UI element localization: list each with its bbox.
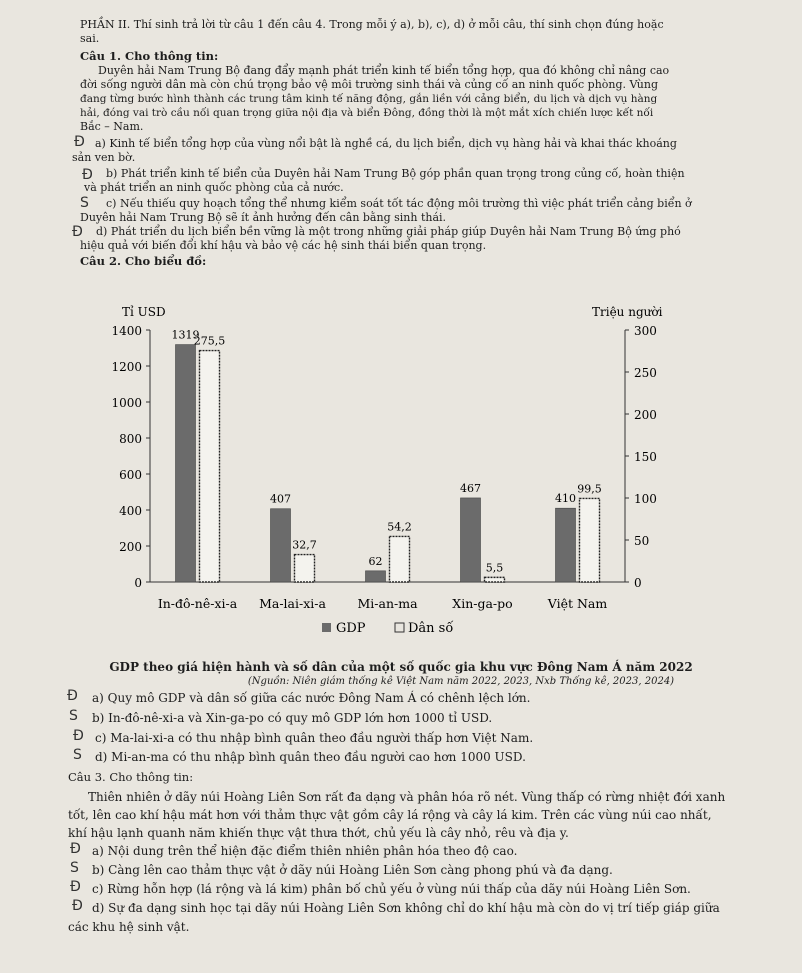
category-label: In-đô-nê-xi-a bbox=[157, 596, 238, 611]
q3-info-line: khí hậu lạnh quanh năm khiến thực vật thưa thớt, chủ yếu là cây nhỏ, rêu và địa y. bbox=[68, 826, 569, 840]
q1-option-d: d) Phát triển du lịch biển bền vững là một trong những giải pháp giúp Duyên hải Nam Trung Bộ ứng phó bbox=[96, 225, 681, 238]
population-bar bbox=[485, 577, 505, 582]
population-value-label: 5,5 bbox=[485, 561, 504, 575]
combo-bar-chart bbox=[0, 268, 802, 668]
q1-option-b-cont: và phát triển an ninh quốc phòng của cả nước. bbox=[84, 181, 344, 194]
answer-mark: Đ bbox=[67, 688, 78, 704]
left-tick-label: 0 bbox=[134, 576, 142, 590]
population-bar bbox=[580, 498, 600, 582]
q1-option-b: b) Phát triển kinh tế biển của Duyên hải Nam Trung Bộ góp phần quan trọng trong củng cố, hoàn thiện bbox=[106, 167, 685, 180]
q2-title: Câu 2. Cho biểu đồ: bbox=[80, 254, 207, 268]
q1-option-a-cont: sản ven bờ. bbox=[72, 151, 136, 164]
answer-mark: Đ bbox=[73, 728, 84, 744]
population-value-label: 99,5 bbox=[577, 482, 602, 496]
right-tick-label: 100 bbox=[634, 492, 657, 506]
right-tick-label: 0 bbox=[634, 576, 642, 590]
q2-option-d: d) Mi-an-ma có thu nhập bình quân theo đầu người cao hơn 1000 USD. bbox=[95, 750, 526, 764]
section-header: PHẦN II. Thí sinh trả lời từ câu 1 đến câu 4. Trong mỗi ý a), b), c), d) ở mỗi câu, thí sinh chọn đúng hoặc bbox=[80, 18, 664, 31]
q1-info-line: hải, đóng vai trò cầu nối quan trọng giữa nội địa và biển Đông, đồng thời là một mắt xích chiến lược kết nối bbox=[80, 107, 654, 119]
gdp-bar bbox=[461, 498, 481, 582]
q1-title: Câu 1. Cho thông tin: bbox=[80, 49, 219, 63]
category-label: Việt Nam bbox=[547, 596, 608, 611]
population-bar bbox=[295, 555, 315, 582]
answer-mark: Đ bbox=[82, 167, 93, 183]
gdp-value-label: 1319 bbox=[171, 328, 200, 342]
q3-option-a: a) Nội dung trên thể hiện đặc điểm thiên nhiên phân hóa theo độ cao. bbox=[92, 844, 518, 858]
left-tick-label: 400 bbox=[119, 504, 142, 518]
q1-info-line: Bắc – Nam. bbox=[80, 120, 144, 133]
q3-option-d-cont: các khu hệ sinh vật. bbox=[68, 920, 190, 934]
legend-gdp-swatch bbox=[322, 623, 331, 632]
left-tick-label: 1200 bbox=[111, 360, 142, 374]
gdp-value-label: 410 bbox=[555, 492, 576, 506]
left-tick-label: 600 bbox=[119, 468, 142, 482]
q1-option-c-cont: Duyên hải Nam Trung Bộ sẽ ít ảnh hưởng đến cân bằng sinh thái. bbox=[80, 211, 447, 224]
left-tick-label: 1000 bbox=[111, 396, 142, 410]
q1-option-d-cont: hiệu quả với biến đổi khí hậu và bảo vệ các hệ sinh thái biển quan trọng. bbox=[80, 239, 487, 252]
q1-option-c: c) Nếu thiếu quy hoạch tổng thể nhưng kiểm soát tốt tác động môi trường thì việc phát triển cảng biển ở bbox=[106, 197, 692, 210]
answer-mark: S bbox=[80, 195, 89, 211]
right-tick-label: 50 bbox=[634, 534, 650, 548]
left-tick-label: 200 bbox=[119, 540, 142, 554]
right-tick-label: 200 bbox=[634, 408, 657, 422]
section-header-cont: sai. bbox=[80, 32, 100, 45]
population-bar bbox=[390, 536, 410, 582]
q3-option-b: b) Càng lên cao thảm thực vật ở dãy núi Hoàng Liên Sơn càng phong phú và đa dạng. bbox=[92, 863, 613, 877]
legend-pop-label: Dân số bbox=[408, 621, 454, 636]
left-tick-label: 800 bbox=[119, 432, 142, 446]
answer-mark: Đ bbox=[70, 879, 81, 895]
q2-option-a: a) Quy mô GDP và dân số giữa các nước Đông Nam Á có chênh lệch lớn. bbox=[92, 691, 531, 705]
gdp-value-label: 467 bbox=[460, 481, 481, 495]
gdp-bar bbox=[556, 508, 576, 582]
category-label: Mi-an-ma bbox=[357, 596, 418, 611]
gdp-bar bbox=[366, 571, 386, 582]
q1-info-line: đang từng bước hình thành các trung tâm kinh tế năng động, gắn liền với cảng biển, du lịch và dịch vụ hàng bbox=[80, 93, 658, 105]
q2-option-b: b) In-đô-nê-xi-a và Xin-ga-po có quy mô GDP lớn hơn 1000 tỉ USD. bbox=[92, 711, 493, 725]
gdp-bar bbox=[176, 345, 196, 582]
gdp-value-label: 62 bbox=[368, 554, 383, 568]
right-axis-title: Triệu người bbox=[592, 305, 663, 319]
q3-option-c: c) Rừng hỗn hợp (lá rộng và lá kim) phân bố chủ yếu ở vùng núi thấp của dãy núi Hoàng Liên Sơn. bbox=[92, 882, 691, 896]
left-tick-label: 1400 bbox=[111, 324, 142, 338]
q3-info-line: Thiên nhiên ở dãy núi Hoàng Liên Sơn rất đa dạng và phân hóa rõ nét. Vùng thấp có rừng nhiệt đới xanh bbox=[88, 790, 726, 804]
q2-option-c: c) Ma-lai-xi-a có thu nhập bình quân theo đầu người thấp hơn Việt Nam. bbox=[95, 731, 534, 745]
population-value-label: 32,7 bbox=[292, 538, 317, 552]
legend-pop-swatch bbox=[395, 623, 404, 632]
answer-mark: Đ bbox=[74, 134, 85, 150]
q3-info-line: tốt, lên cao khí hậu mát hơn với thảm thực vật gồm cây lá rộng và cây lá kim. Trên các vùng núi cao nhất, bbox=[68, 808, 712, 822]
chart-source: (Nguồn: Niên giám thống kê Việt Nam năm 2022, 2023, Nxb Thống kê, 2023, 2024) bbox=[247, 676, 675, 687]
q1-info-line: Duyên hải Nam Trung Bộ đang đẩy mạnh phát triển kinh tế biển tổng hợp, qua đó không chỉ nâng cao bbox=[98, 64, 670, 77]
answer-mark: Đ bbox=[70, 841, 81, 857]
gdp-value-label: 407 bbox=[270, 492, 291, 506]
answer-mark: S bbox=[69, 708, 78, 724]
right-tick-label: 300 bbox=[634, 324, 657, 338]
q3-title: Câu 3. Cho thông tin: bbox=[68, 770, 194, 784]
q1-info-line: đời sống người dân mà còn chú trọng bảo vệ môi trường sinh thái và củng cố an ninh quốc phòng. Vùng bbox=[80, 78, 658, 91]
population-bar bbox=[200, 351, 220, 582]
right-tick-label: 150 bbox=[634, 450, 657, 464]
answer-mark: S bbox=[70, 860, 79, 876]
legend-gdp-label: GDP bbox=[336, 621, 366, 636]
q3-option-d: d) Sự đa dạng sinh học tại dãy núi Hoàng Liên Sơn không chỉ do khí hậu mà còn do vị trí tiếp giáp giữa bbox=[92, 901, 720, 915]
q1-option-a: a) Kinh tế biển tổng hợp của vùng nổi bật là nghề cá, du lịch biển, dịch vụ hàng hải và khai thác khoáng bbox=[95, 137, 677, 150]
population-value-label: 275,5 bbox=[193, 334, 226, 348]
category-label: Ma-lai-xi-a bbox=[259, 596, 326, 611]
answer-mark: Đ bbox=[72, 224, 83, 240]
left-axis-title: Tỉ USD bbox=[122, 305, 166, 319]
answer-mark: Đ bbox=[72, 898, 83, 914]
gdp-bar bbox=[271, 509, 291, 582]
answer-mark: S bbox=[73, 747, 82, 763]
right-tick-label: 250 bbox=[634, 366, 657, 380]
population-value-label: 54,2 bbox=[387, 520, 412, 534]
category-label: Xin-ga-po bbox=[452, 596, 513, 611]
chart-caption: GDP theo giá hiện hành và số dân của một số quốc gia khu vực Đông Nam Á năm 2022 bbox=[109, 660, 693, 674]
